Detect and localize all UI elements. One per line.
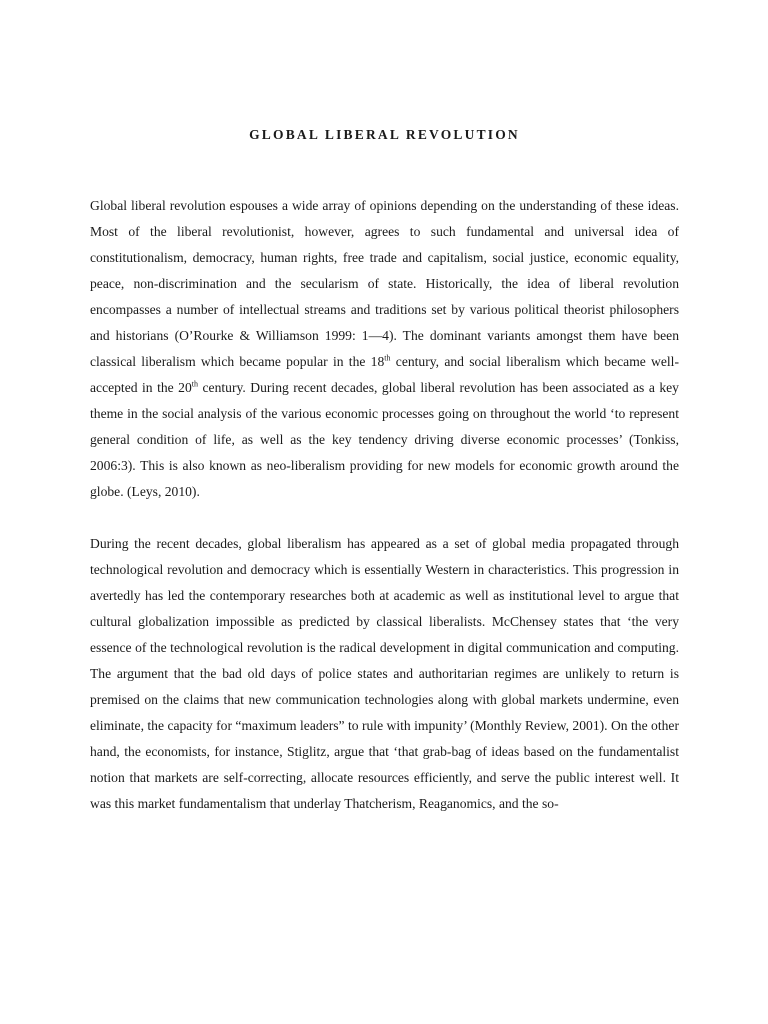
- paragraph-text: century. During recent decades, global liberal revolution has been associated as a key theme in the social analysis of the various economic processes going on throughout the world ‘to represent general condition of life, as well as the key tendency driving diverse economic processes’ (Tonkiss, 2006:3). This is also known as neo-liberalism providing for new models for economic growth around the globe. (Leys, 2010).: [90, 380, 679, 499]
- superscript-ordinal: th: [191, 379, 199, 389]
- paragraph-text: Global liberal revolution espouses a wide array of opinions depending on the understanding of these ideas. Most of the liberal revolutionist, however, agrees to such fundamental and universal idea of constitutionalism, democracy, human rights, free trade and capitalism, social justice, economic equality, peace, non-discrimination and the secularism of state. Historically, the idea of liberal revolution encompasses a number of intellectual streams and traditions set by various political theorist philosophers and historians (O’Rourke & Williamson 1999: 1—4). The dominant variants amongst them have been classical liberalism which became popular in the 18: [90, 198, 679, 369]
- document-title: GLOBAL LIBERAL REVOLUTION: [249, 127, 520, 142]
- paragraph-1: [90, 193, 679, 505]
- document-page: [90, 120, 679, 817]
- superscript-ordinal: th: [384, 353, 391, 363]
- paragraph-text: During the recent decades, global liberalism has appeared as a set of global media propagated through technological revolution and democracy which is essentially Western in characteristics. This progression in avertedly has led the contemporary researches both at academic as well as institutional level to argue that cultural globalization impossible as predicted by classical liberalists. McChensey states that ‘the very essence of the technological revolution is the radical development in digital communication and computing. The argument that the bad old days of police states and authoritarian regimes are unlikely to return is premised on the claims that new communication technologies along with global markets undermine, even eliminate, the capacity for “maximum leaders” to rule with impunity’ (Monthly Review, 2001). On the other hand, the economists, for instance, Stiglitz, argue that ‘that grab-bag of ideas based on the fundamentalist notion that markets are self-correcting, allocate resources efficiently, and serve the public interest well. It was this market fundamentalism that underlay Thatcherism, Reaganomics, and the so-: [90, 536, 679, 811]
- paragraph-2: [90, 531, 679, 817]
- paragraph-text: century, and social liberalism which became well-accepted in the 20: [90, 354, 679, 395]
